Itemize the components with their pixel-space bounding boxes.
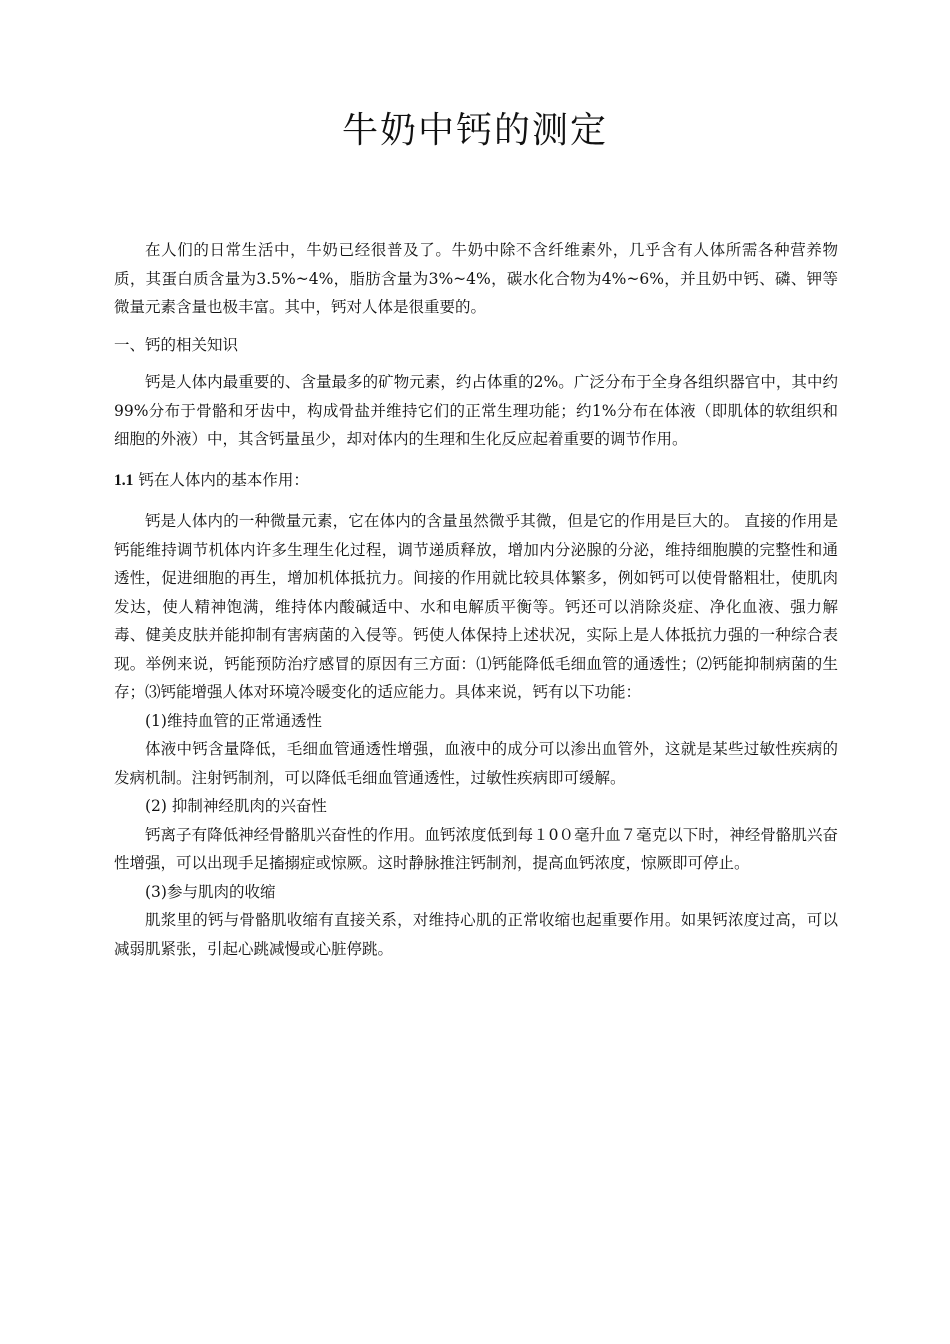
- function-2-text: 钙离子有降低神经骨骼肌兴奋性的作用。血钙浓度低到每１0０毫升血７毫克以下时，神经骨骼肌兴奋性增强，可以出现手足搐搦症或惊厥。这时静脉推注钙制剂，提高血钙浓度，惊厥即可停止。: [114, 825, 838, 872]
- function-1-heading: (1)维持血管的正常通透性: [145, 711, 322, 730]
- subsection-title: 钙在人体内的基本作用：: [138, 470, 309, 489]
- section-1-paragraph: 钙是人体内最重要的、含量最多的矿物元素，约占体重的2%。广泛分布于全身各组织器官中，其中约99%分布于骨骼和牙齿中，构成骨盐并维持它们的正常生理功能；约1%分布在体液（即肌体的软组织和细胞的外液）中，其含钙量虽少，却对体内的生理和生化反应起着重要的调节作用。: [114, 373, 838, 448]
- function-1-text: 体液中钙含量降低，毛细血管通透性增强，血液中的成分可以渗出血管外，这就是某些过敏性疾病的发病机制。注射钙制剂，可以降低毛细血管通透性，过敏性疾病即可缓解。: [114, 740, 838, 787]
- section-1-heading: 一、钙的相关知识: [114, 335, 239, 354]
- subsection-1-1-paragraph: 钙是人体内的一种微量元素，它在体内的含量虽然微乎其微，但是它的作用是巨大的。 直接的作用是钙能维持调节机体内许多生理生化过程，调节递质释放，增加内分泌腺的分泌，维持细胞膜的完整性和通透性，促进细胞的再生，增加机体抵抗力。间接的作用就比较具体繁多，例如钙可以使骨骼粗壮，使肌肉发达，使人精神饱满，维持体内酸碱适中、水和电解质平衡等。钙还可以消除炎症、净化血液、强力解毒、健美皮肤并能抑制有害病菌的入侵等。钙使人体保持上述状况，实际上是人体抵抗力强的一种综合表现。举例来说，钙能预防治疗感冒的原因有三方面：⑴钙能降低毛细血管的通透性；⑵钙能抑制病菌的生存；⑶钙能增强人体对环境冷暖变化的适应能力。具体来说，钙有以下功能：: [114, 512, 838, 701]
- function-3-text: 肌浆里的钙与骨骼肌收缩有直接关系，对维持心肌的正常收缩也起重要作用。如果钙浓度过高，可以减弱肌紧张，引起心跳减慢或心脏停跳。: [114, 911, 838, 958]
- function-3-heading: (3)参与肌肉的收缩: [145, 882, 276, 901]
- intro-paragraph: 在人们的日常生活中，牛奶已经很普及了。牛奶中除不含纤维素外，几乎含有人体所需各种营养物质，其蛋白质含量为3.5%~4%，脂肪含量为3%~4%，碳水化合物为4%~6%，并且奶中钙、磷、钾等微量元素含量也极丰富。其中，钙对人体是很重要的。: [114, 241, 838, 316]
- subsection-1-1-heading: [114, 466, 838, 496]
- document-title: 牛奶中钙的测定: [341, 110, 608, 151]
- document-body: [114, 236, 838, 963]
- subsection-number: 1.1: [114, 471, 134, 489]
- function-2-heading: (2) 抑制神经肌肉的兴奋性: [145, 797, 327, 815]
